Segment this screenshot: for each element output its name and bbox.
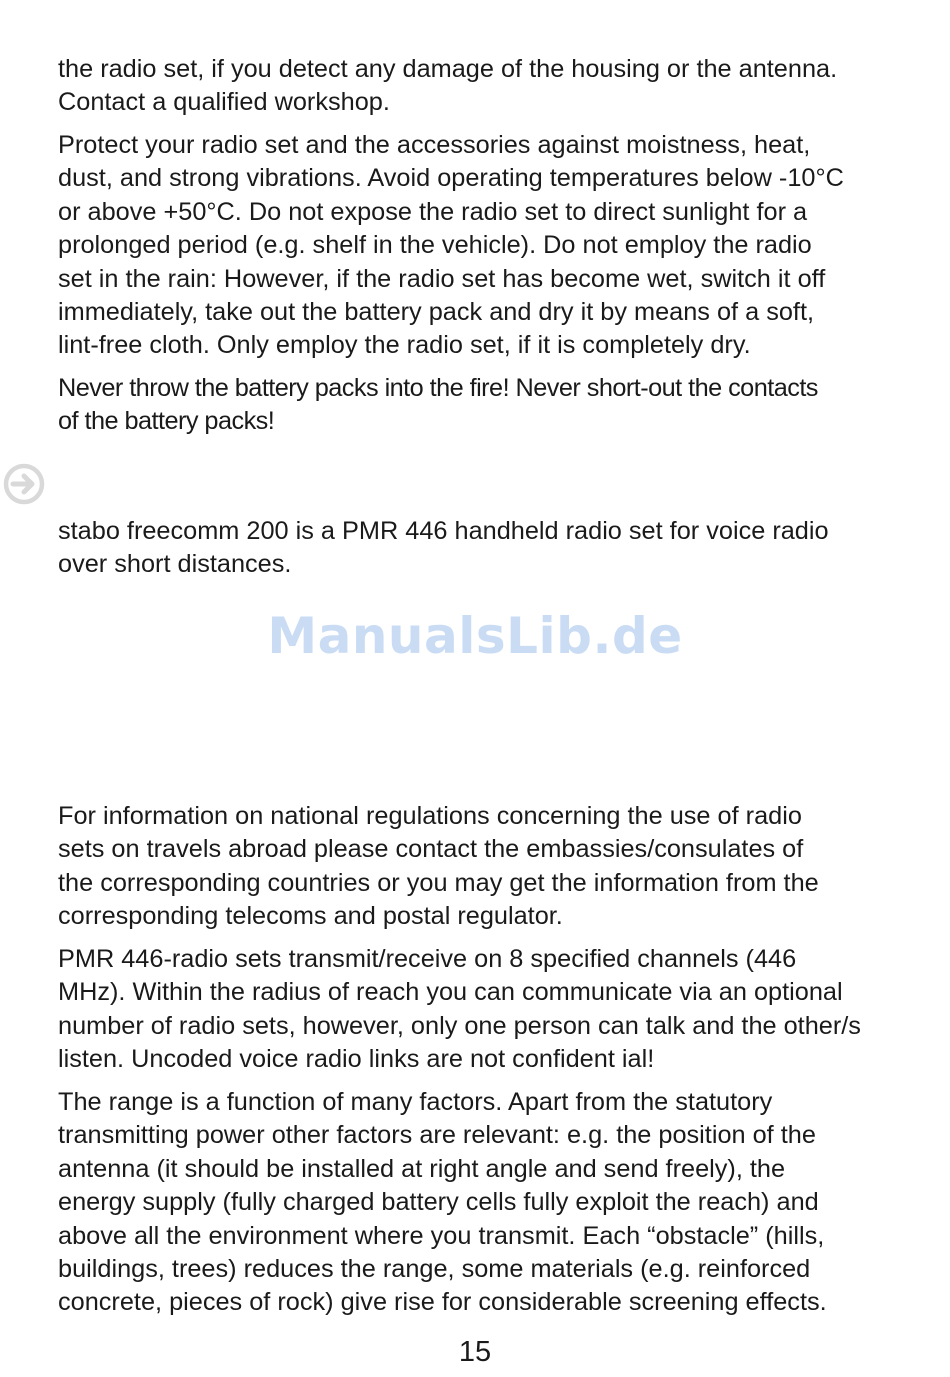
arrow-right-circle-icon bbox=[3, 463, 45, 505]
paragraph-battery-warning: Never throw the battery packs into the fire! Never short-out the contacts of the battery packs! bbox=[58, 374, 818, 436]
paragraph-damage-warning: the radio set, if you detect any damage of the housing or the antenna. Contact a qualified workshop. bbox=[58, 55, 838, 117]
paragraph-product-description: stabo freecomm 200 is a PMR 446 handheld radio set for voice radio over short distances. bbox=[58, 517, 829, 579]
watermark: ManualsLib.de bbox=[267, 607, 683, 665]
paragraph-channels: PMR 446-radio sets transmit/receive on 8 specified channels (446 MHz). Within the radius of reach you can communicate via an optional number of radio sets, however, only one person can talk and the other/s listen. Uncoded voice radio links are not confident ial! bbox=[58, 945, 861, 1074]
paragraph-national-regulations: For information on national regulations concerning the use of radio sets on travels abroad please contact the embassies/consulates of the corresponding countries or you may get the information from the corresponding telecoms and postal regulator. bbox=[58, 802, 819, 931]
page-number: 15 bbox=[458, 1336, 492, 1368]
paragraph-protection-instructions: Protect your radio set and the accessories against moistness, heat, dust, and strong vibrations. Avoid operating temperatures below -10°C or above +50°C. Do not expose the radio set to direct sunlight for a prolonged period (e.g. shelf in the vehicle). Do not employ the radio set in the rain: However, if the radio set has become wet, switch it off immediately, take out the battery pack and dry it by means of a soft, lint-free cloth. Only employ the radio set, if it is completely dry. bbox=[58, 131, 844, 360]
paragraph-range-factors: The range is a function of many factors. Apart from the statutory transmitting power other factors are relevant: e.g. the position of the antenna (it should be installed at right angle and send freely), the energy supply (fully charged battery cells fully exploit the reach) and above all the environment where you transmit. Each “obstacle” (hills, buildings, trees) reduces the range, some materials (e.g. reinforced concrete, pieces of rock) give rise for considerable screening effects. bbox=[58, 1088, 827, 1317]
